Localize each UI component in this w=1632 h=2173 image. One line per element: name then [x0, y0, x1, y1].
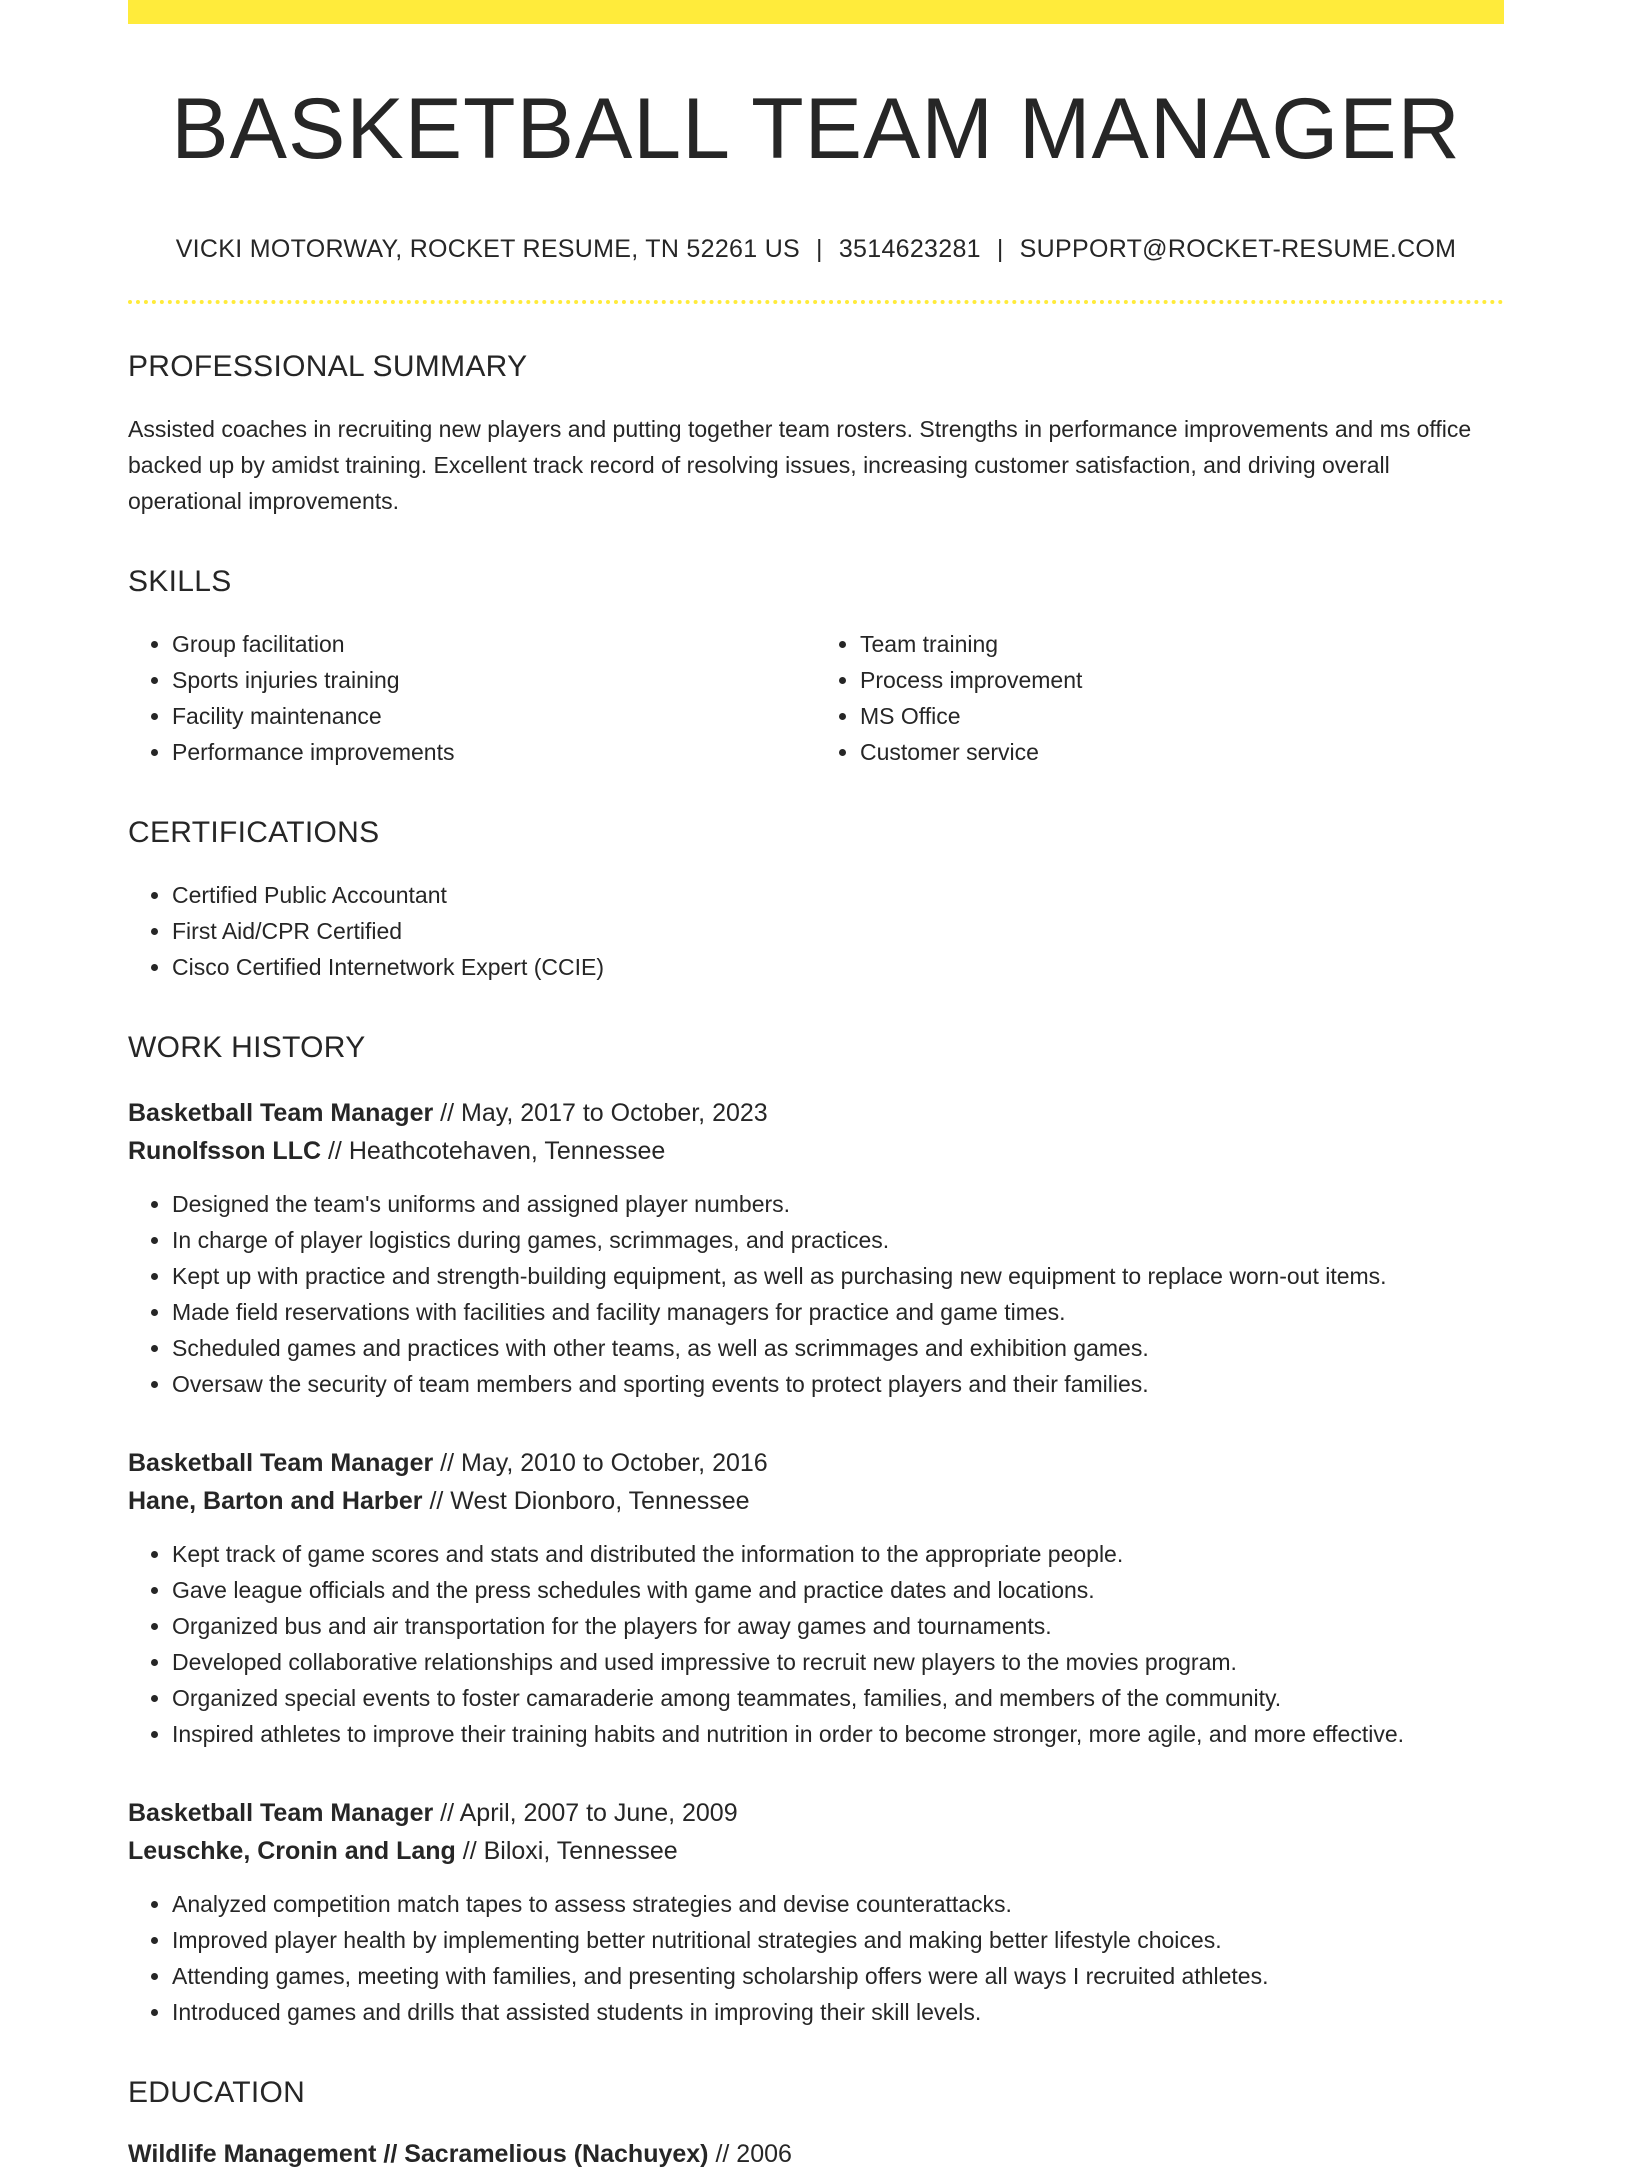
job-dates: // May, 2017 to October, 2023 — [433, 1099, 768, 1127]
skill-item: • Performance improvements — [172, 734, 816, 770]
job-location: // West Dionboro, Tennessee — [422, 1487, 750, 1515]
job-bullet: • Oversaw the security of team members and sporting events to protect players and their families. — [172, 1366, 1504, 1402]
education-degree: Wildlife Management — [128, 2140, 377, 2168]
job-bullets — [128, 1886, 1504, 2030]
summary-heading: PROFESSIONAL SUMMARY — [128, 350, 528, 383]
certification-item: • Cisco Certified Internetwork Expert (CCIE) — [172, 949, 1504, 985]
job-role: Basketball Team Manager — [128, 1099, 434, 1127]
job-bullet: • Introduced games and drills that assisted students in improving their skill levels. — [172, 1994, 1504, 2030]
resume-title: BASKETBALL TEAM MANAGER — [171, 81, 1461, 177]
job-bullet: • Analyzed competition match tapes to assess strategies and devise counterattacks. — [172, 1886, 1504, 1922]
summary-text: Assisted coaches in recruiting new players and putting together team rosters. Strengths in performance improvements and ms office backed up by amidst training. Excellent track record of resolving issues, increasing customer satisfaction, and driving overall operational improvements. — [128, 416, 1472, 514]
job-bullet: • Gave league officials and the press schedules with game and practice dates and locations. — [172, 1572, 1504, 1608]
job-role: Basketball Team Manager — [128, 1799, 434, 1827]
job-role-line — [128, 1444, 1504, 1482]
job-bullet: • Scheduled games and practices with other teams, as well as scrimmages and exhibition games. — [172, 1330, 1504, 1366]
skill-item: • Team training — [860, 626, 1504, 662]
job-bullet: • Designed the team's uniforms and assigned player numbers. — [172, 1186, 1504, 1222]
job-role-line — [128, 1094, 1504, 1132]
job-company-line — [128, 1832, 1504, 1870]
job-bullet: • Organized bus and air transportation for the players for away games and tournaments. — [172, 1608, 1504, 1644]
job-bullets — [128, 1186, 1504, 1402]
skill-item: • MS Office — [860, 698, 1504, 734]
job-location: // Biloxi, Tennessee — [455, 1837, 678, 1865]
job-dates: // April, 2007 to June, 2009 — [433, 1799, 738, 1827]
dotted-divider — [128, 300, 1504, 304]
contact-phone: 3514623281 — [838, 235, 981, 263]
contact-line — [128, 234, 1504, 264]
job-bullet: • Kept track of game scores and stats and distributed the information to the appropriate people. — [172, 1536, 1504, 1572]
education-year: // 2006 — [708, 2140, 792, 2168]
job-entry — [128, 1094, 1504, 1402]
resume-page — [128, 0, 1504, 2173]
top-accent-bar — [128, 0, 1504, 24]
education-school: // Sacramelious (Nachuyex) — [376, 2140, 709, 2168]
job-role: Basketball Team Manager — [128, 1449, 434, 1477]
skill-item: • Customer service — [860, 734, 1504, 770]
job-entry — [128, 1794, 1504, 2030]
job-entry — [128, 1444, 1504, 1752]
job-company-line — [128, 1132, 1504, 1170]
skill-item: • Group facilitation — [172, 626, 816, 662]
contact-email: SUPPORT@ROCKET-RESUME.COM — [1019, 235, 1457, 263]
certifications-heading: CERTIFICATIONS — [128, 816, 380, 849]
skills-columns — [128, 626, 1504, 770]
skill-item: • Sports injuries training — [172, 662, 816, 698]
job-bullet: • Developed collaborative relationships and used impressive to recruit new players to the movies program. — [172, 1644, 1504, 1680]
contact-address: VICKI MOTORWAY, ROCKET RESUME, TN 52261 US — [175, 235, 801, 263]
work-history-heading: WORK HISTORY — [128, 1031, 366, 1064]
skills-list-left — [128, 626, 816, 770]
certifications-list — [128, 877, 1504, 985]
skill-item: • Facility maintenance — [172, 698, 816, 734]
job-company-line — [128, 1482, 1504, 1520]
job-dates: // May, 2010 to October, 2016 — [433, 1449, 768, 1477]
job-company: Runolfsson LLC — [128, 1137, 322, 1165]
education-heading: EDUCATION — [128, 2076, 306, 2109]
job-bullet: • In charge of player logistics during games, scrimmages, and practices. — [172, 1222, 1504, 1258]
skills-list-right — [816, 626, 1504, 770]
contact-separator: | — [996, 235, 1004, 263]
skills-heading: SKILLS — [128, 565, 232, 598]
job-location: // Heathcotehaven, Tennessee — [321, 1137, 666, 1165]
job-bullet: • Kept up with practice and strength-building equipment, as well as purchasing new equipment to replace worn-out items. — [172, 1258, 1504, 1294]
job-bullet: • Organized special events to foster camaraderie among teammates, families, and members of the community. — [172, 1680, 1504, 1716]
contact-separator: | — [816, 235, 823, 263]
job-bullet: • Improved player health by implementing better nutritional strategies and making better lifestyle choices. — [172, 1922, 1504, 1958]
skill-item: • Process improvement — [860, 662, 1504, 698]
job-bullet: • Attending games, meeting with families, and presenting scholarship offers were all ways I recruited athletes. — [172, 1958, 1504, 1994]
certification-item: • Certified Public Accountant — [172, 877, 1504, 913]
certification-item: • First Aid/CPR Certified — [172, 913, 1504, 949]
job-company: Hane, Barton and Harber — [128, 1487, 423, 1515]
job-bullet: • Made field reservations with facilities and facility managers for practice and game times. — [172, 1294, 1504, 1330]
job-company: Leuschke, Cronin and Lang — [128, 1837, 456, 1865]
education-line — [128, 2135, 1504, 2173]
job-bullets — [128, 1536, 1504, 1752]
job-role-line — [128, 1794, 1504, 1832]
job-bullet: • Inspired athletes to improve their training habits and nutrition in order to become stronger, more agile, and more effective. — [172, 1716, 1504, 1752]
